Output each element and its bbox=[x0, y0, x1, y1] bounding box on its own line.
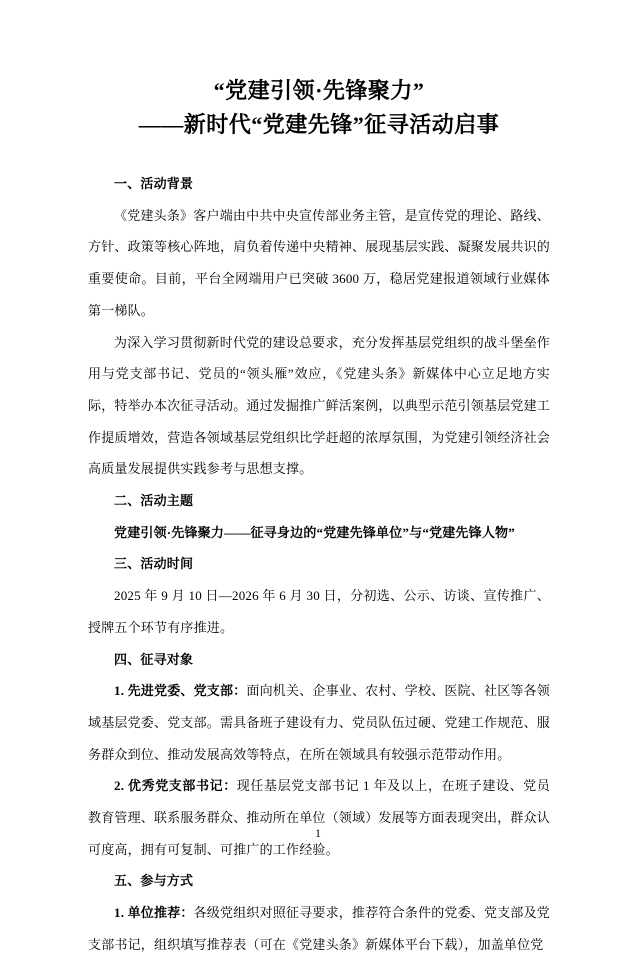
page-number: 1 bbox=[315, 828, 321, 840]
paragraph-participation-1-lead: 1. 单位推荐： bbox=[114, 905, 194, 921]
paragraph-participation-1-text: 各级党组织对照征寻要求，推荐符合条件的党委、党支部及党支部书记，组织填写推荐表（可在《党建头条》新媒体平台下载），加盖单位党 bbox=[88, 905, 551, 952]
section-heading-solicitation-targets: 四、征寻对象 bbox=[114, 651, 194, 667]
section-heading-activity-theme: 二、活动主题 bbox=[114, 493, 194, 509]
paragraph-target-2-lead: 2. 优秀党支部书记： bbox=[114, 778, 237, 794]
section-heading-activity-background: 一、活动背景 bbox=[114, 176, 194, 191]
document-title-line-1: “党建引领·先锋聚力” bbox=[213, 78, 425, 103]
paragraph-theme: 党建引领·先锋聚力——征寻身边的“党建先锋单位”与“党建先锋人物” bbox=[114, 524, 515, 540]
paragraph-target-1-lead: 1. 先进党委、党支部： bbox=[114, 683, 247, 699]
section-heading-activity-time: 三、活动时间 bbox=[114, 556, 194, 572]
paragraph-target-1 bbox=[88, 675, 550, 770]
paragraph-background-2: 为深入学习贯彻新时代党的建设总要求，充分发挥基层党组织的战斗堡垒作用与党支部书记、党员的“领头雁”效应，《党建头条》新媒体中心立足地方实际，特举办本次征寻活动。通过发掘推广鲜活案例，以典型示范引领基层党建工作提质增效，营造各领域基层党组织比学赶超的浓厚氛围，为党建引领经济社会高质量发展提供实践参考与思想支撑。 bbox=[88, 334, 551, 477]
paragraph-target-2-text: 现任基层党支部书记 1 年及以上，在班子建设、党员教育管理、联系服务群众、推动所在单位（领域）发展等方面表现突出，群众认可度高，拥有可复制、可推广的工作经验。 bbox=[88, 778, 551, 857]
document-title-line-2: ——新时代“党建先锋”征寻活动启事 bbox=[138, 112, 500, 137]
paragraph-background-1: 《党建头条》客户端由中共中央宣传部业务主管，是宣传党的理论、路线、方针、政策等核心阵地，肩负着传递中央精神、展现基层实践、凝聚发展共识的重要使命。目前，平台全网端用户已突破 3600 万，稳居党建报道领域行业媒体第一梯队。 bbox=[88, 207, 551, 318]
paragraph-target-2 bbox=[88, 770, 550, 865]
document-title bbox=[88, 74, 550, 142]
paragraph-target-1-text: 面向机关、企事业、农村、学校、医院、社区等各领域基层党委、党支部。需具备班子建设有力、党员队伍过硬、党建工作规范、服务群众到位、推动发展高效等特点，在所在领域具有较强示范带动作用。 bbox=[88, 683, 551, 762]
paragraph-participation-1 bbox=[88, 897, 550, 960]
paragraph-time: 2025 年 9 月 10 日—2026 年 6 月 30 日，分初选、公示、访谈、宣传推广、授牌五个环节有序推进。 bbox=[88, 588, 550, 635]
section-heading-participation: 五、参与方式 bbox=[114, 873, 194, 889]
